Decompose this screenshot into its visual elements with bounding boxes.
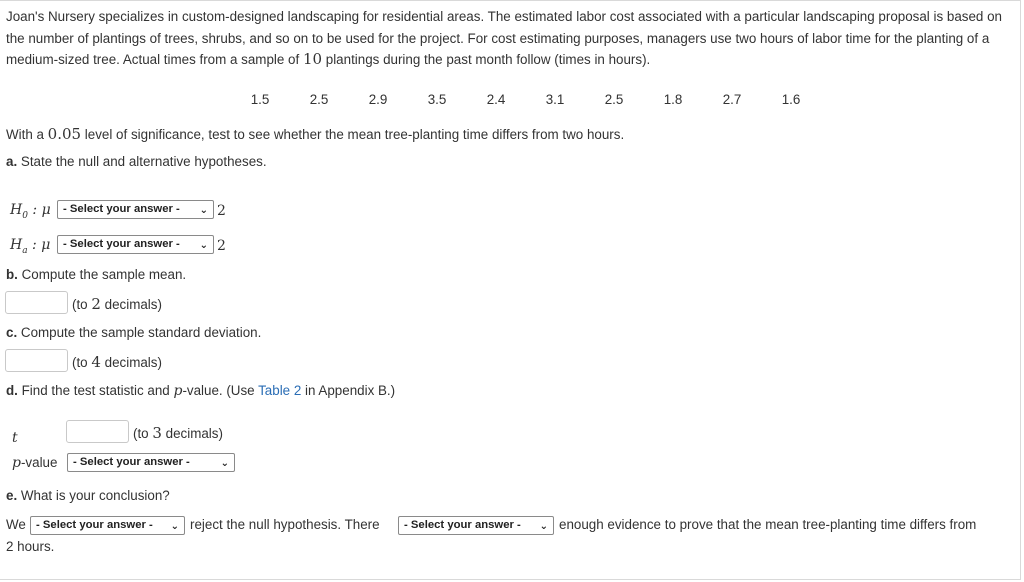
conclusion-end-text: enough evidence to prove that the mean tree-planting time differs from: [559, 517, 977, 532]
chevron-down-icon: ⌄: [220, 458, 229, 469]
alpha-value: 0.05: [47, 125, 82, 143]
sample-data-row: [0, 92, 1024, 110]
sample-mean-input[interactable]: [5, 291, 68, 314]
part-c-heading: c. Compute the sample standard deviation.: [6, 325, 262, 340]
test-statistic-input[interactable]: [66, 420, 129, 443]
alternative-hypothesis-value: 2: [217, 238, 226, 254]
conclusion-evidence-select[interactable]: - Select your answer - ⌄: [398, 516, 554, 535]
chevron-down-icon: ⌄: [199, 205, 208, 216]
conclusion-we: We: [6, 517, 26, 532]
test-statistic-hint: (to 3 decimals): [133, 424, 223, 442]
part-b-heading: b. Compute the sample mean.: [6, 267, 187, 282]
chevron-down-icon: ⌄: [170, 521, 179, 532]
null-hypothesis-value: 2: [217, 203, 226, 219]
sample-value: 2.5: [604, 92, 624, 107]
sample-value: 2.7: [722, 92, 742, 107]
alternative-hypothesis-select[interactable]: - Select your answer - ⌄: [57, 235, 214, 254]
conclusion-reject-select[interactable]: - Select your answer - ⌄: [30, 516, 185, 535]
null-hypothesis-select[interactable]: - Select your answer - ⌄: [57, 200, 214, 219]
part-d-heading: d. Find the test statistic and p-value. (Use Table 2 in Appendix B.): [6, 383, 396, 399]
sample-std-dev-input[interactable]: [5, 349, 68, 372]
chevron-down-icon: ⌄: [539, 521, 548, 532]
p-value-select[interactable]: - Select your answer - ⌄: [67, 453, 235, 472]
significance-statement: With a 0.05 level of significance, test to see whether the mean tree-planting time differs from two hours.: [6, 125, 625, 143]
p-value-label: p-value: [12, 455, 58, 471]
intro-text: Joan's Nursery specializes in custom-designed landscaping for residential areas. The estimated labor cost associated with a particular landscaping proposal is based on the number of plantings of trees, shrubs, and so on to be used for the project. For cost estimating purposes, managers use two hours of labor time for the planting of a medium-sized tree. Actual times from a sample of: [6, 9, 1002, 67]
sample-value: 1.5: [250, 92, 270, 107]
intro-text-end: plantings during the past month follow (times in hours).: [322, 52, 651, 67]
sample-value: 1.8: [663, 92, 683, 107]
sample-size: 10: [302, 50, 323, 68]
sample-value: 2.9: [368, 92, 388, 107]
null-hypothesis-label: $H_0$ : μ: [10, 202, 51, 221]
sample-value: 1.6: [781, 92, 801, 107]
part-a-heading: a. State the null and alternative hypotheses.: [6, 154, 267, 169]
sample-value: 3.5: [427, 92, 447, 107]
conclusion-line-2: 2 hours.: [6, 539, 55, 554]
alternative-hypothesis-label: $H_a$ : μ: [10, 237, 51, 256]
sample-value: 3.1: [545, 92, 565, 107]
part-e-heading: e. What is your conclusion?: [6, 488, 170, 503]
sample-std-dev-hint: (to 4 decimals): [72, 353, 162, 371]
sample-value: 2.5: [309, 92, 329, 107]
problem-intro: [6, 6, 1018, 71]
sample-mean-hint: (to 2 decimals): [72, 295, 162, 313]
conclusion-mid-text: reject the null hypothesis. There: [190, 517, 380, 532]
table-2-link[interactable]: Table 2: [258, 383, 302, 398]
chevron-down-icon: ⌄: [199, 240, 208, 251]
test-statistic-label: t: [12, 430, 18, 446]
sample-value: 2.4: [486, 92, 506, 107]
